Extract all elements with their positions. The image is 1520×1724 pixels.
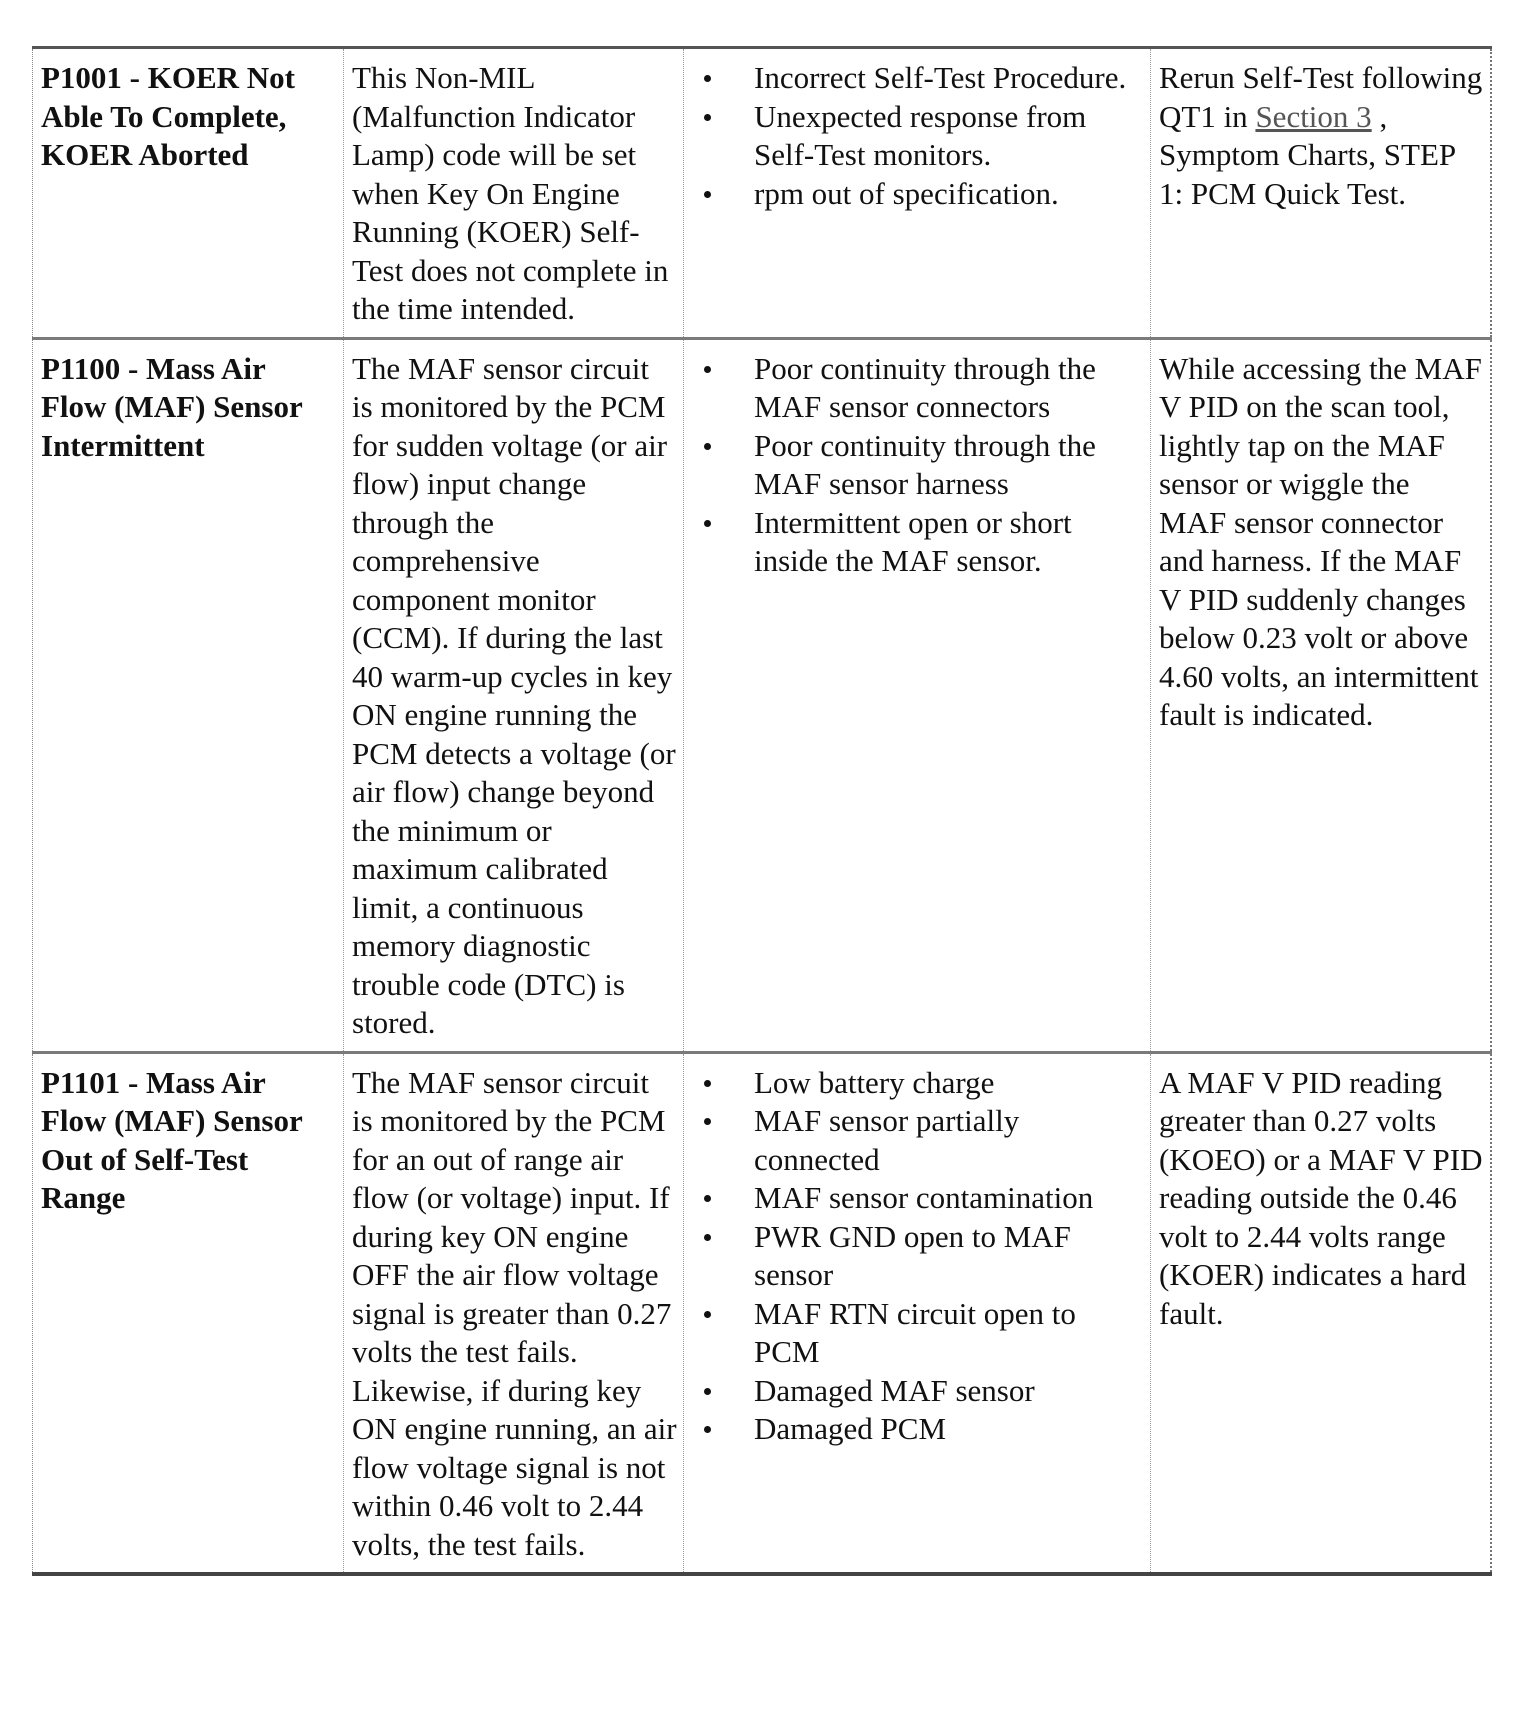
list-item: Intermittent open or short inside the MAF sensor. [754,504,1144,581]
possible-causes-cell [684,48,1151,339]
list-item: Incorrect Self-Test Procedure. [754,59,1144,98]
causes-list [692,350,1144,581]
dtc-code-cell: P1100 - Mass Air Flow (MAF) Sensor Intermittent [33,338,344,1052]
list-item: Poor continuity through the MAF sensor harness [754,427,1144,504]
action-cell: A MAF V PID reading greater than 0.27 volts (KOEO) or a MAF V PID reading outside the 0.46 volt to 2.44 volts range (KOER) indicates a hard fault. [1151,1052,1491,1574]
description-cell: This Non-MIL (Malfunction Indicator Lamp) code will be set when Key On Engine Running (KOER) Self-Test does not complete in the time intended. [344,48,684,339]
list-item: Damaged PCM [754,1410,1144,1449]
action-cell: While accessing the MAF V PID on the scan tool, lightly tap on the MAF sensor or wiggle the MAF sensor connector and harness. If the MAF V PID suddenly changes below 0.23 volt or above 4.60 volts, an intermittent fault is indicated. [1151,338,1491,1052]
causes-list [692,59,1144,213]
action-cell [1151,48,1491,339]
table-row-p1101 [33,1052,1491,1574]
description-cell: The MAF sensor circuit is monitored by the PCM for sudden voltage (or air flow) input change through the comprehensive component monitor (CCM). If during the last 40 warm-up cycles in key ON engine running the PCM detects a voltage (or air flow) change beyond the minimum or maximum calibrated limit, a continuous memory diagnostic trouble code (DTC) is stored. [344,338,684,1052]
table-row-p1001 [33,48,1491,339]
list-item: MAF sensor partially connected [754,1102,1144,1179]
dtc-table [32,46,1492,1576]
list-item: Low battery charge [754,1064,1144,1103]
list-item: rpm out of specification. [754,175,1144,214]
action-text-after-link: , Symptom Charts, STEP 1: PCM Quick Test. [1159,98,1455,211]
possible-causes-cell [684,1052,1151,1574]
list-item: Damaged MAF sensor [754,1372,1144,1411]
action-text-before-link: Rerun Self-Test following QT1 in [1159,60,1483,134]
possible-causes-cell [684,338,1151,1052]
dtc-code-cell: P1101 - Mass Air Flow (MAF) Sensor Out of Self-Test Range [33,1052,344,1574]
causes-list [692,1064,1144,1449]
section-3-link[interactable]: Section 3 [1255,98,1372,134]
list-item: Unexpected response from Self-Test monitors. [754,98,1144,175]
list-item: MAF RTN circuit open to PCM [754,1295,1144,1372]
list-item: MAF sensor contamination [754,1179,1144,1218]
description-cell: The MAF sensor circuit is monitored by the PCM for an out of range air flow (or voltage) input. If during key ON engine OFF the air flow voltage signal is greater than 0.27 volts the test fails. Likewise, if during key ON engine running, an air flow voltage signal is not within 0.46 volt to 2.44 volts, the test fails. [344,1052,684,1574]
table-row-p1100 [33,338,1491,1052]
list-item: Poor continuity through the MAF sensor connectors [754,350,1144,427]
list-item: PWR GND open to MAF sensor [754,1218,1144,1295]
dtc-code-cell: P1001 - KOER Not Able To Complete, KOER Aborted [33,48,344,339]
